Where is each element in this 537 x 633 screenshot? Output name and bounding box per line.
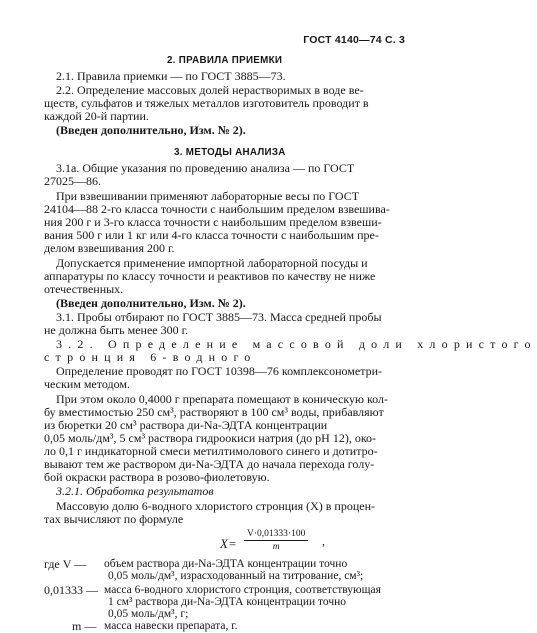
- formula-trailing-comma: ,: [322, 534, 325, 548]
- formula-lhs: X=: [220, 536, 237, 551]
- paragraph-3-1-line-2: не должна быть менее 300 г.: [44, 323, 189, 337]
- legend-description-line: масса 6-водного хлористого стронция, соответствующая: [104, 584, 381, 596]
- formula-numerator: V·0,01333·100: [244, 529, 308, 541]
- legend-description-line: объем раствора ди-Na-ЭДТА концентрации точно: [104, 558, 348, 570]
- method-line-2: ческим методом.: [44, 377, 130, 391]
- formula-denominator: m: [272, 542, 280, 552]
- legend-description-line: масса навески препарата, г.: [104, 620, 238, 632]
- paragraph-2-1: 2.1. Правила приемки — по ГОСТ 3885—73.: [56, 69, 286, 83]
- paragraph-3-2-title-line-2: стронция 6-водного: [44, 350, 257, 364]
- amendment-note: (Введен дополнительно, Изм. № 2).: [56, 123, 246, 137]
- calc-intro-line-1: Массовую долю 6-водного хлористого стронция (X) в процен-: [56, 499, 376, 513]
- calc-intro-line-2: тах вычисляют по формуле: [44, 512, 184, 526]
- weighing-line-5: делом взвешивания 200 г.: [44, 241, 175, 255]
- weighing-line-3: ния 200 г и 3-го класса точности с наибольшим пределом взвеши-: [44, 215, 382, 229]
- legend-symbol: 0,01333 —: [44, 583, 98, 597]
- paragraph-3-1a-line-2: 27025—86.: [44, 174, 101, 188]
- import-line-1: Допускается применение импортной лабораторной посуды и: [56, 256, 368, 270]
- weighing-line-1: При взвешивании применяют лабораторные весы по ГОСТ: [56, 189, 360, 203]
- procedure-line-6: вывают тем же раствором ди-Na-ЭДТА до начала перехода голу-: [44, 457, 375, 471]
- section-2-heading: 2. ПРАВИЛА ПРИЕМКИ: [167, 55, 283, 66]
- import-line-3: отечественных.: [44, 282, 124, 296]
- procedure-line-4: 0,05 моль/дм³, 5 см³ раствора гидроокиси натрия (до рН 12), око-: [44, 431, 377, 445]
- procedure-line-5: ло 0,1 г индикаторной смеси метилтимолового синего и дотитро-: [44, 444, 378, 458]
- section-3-heading: 3. МЕТОДЫ АНАЛИЗА: [174, 147, 286, 158]
- procedure-line-1: При этом около 0,4000 г препарата помещают в коническую кол-: [56, 392, 389, 406]
- page-header: ГОСТ 4140—74 С. 3: [303, 34, 405, 46]
- paragraph-3-2-title-line-1: 3.2. Определение массовой доли хлористого: [56, 337, 537, 351]
- legend-description-line: 0,05 моль/дм³, израсходованный на титрование, см³;: [108, 570, 364, 582]
- legend-symbol: где V —: [44, 557, 87, 571]
- procedure-line-7: бой окраски раствора в розово-фиолетовую.: [44, 470, 270, 484]
- weighing-line-2: 24104—88 2-го класса точности с наибольшим пределом взвешива-: [44, 202, 390, 216]
- subsection-3-2-1-title: 3.2.1. Обработка результатов: [56, 484, 214, 498]
- procedure-line-3: из бюретки 20 см³ раствора ди-Na-ЭДТА концентрации: [44, 418, 328, 432]
- paragraph-3-1-line-1: 3.1. Пробы отбирают по ГОСТ 3885—73. Масса средней пробы: [56, 310, 382, 324]
- legend-description-line: 0,05 моль/дм³, г;: [108, 608, 189, 620]
- amendment-note-2: (Введен дополнительно, Изм. № 2).: [56, 296, 246, 310]
- import-line-2: аппаратуры по классу точности и реактивов по качеству не ниже: [44, 269, 376, 283]
- procedure-line-2: бу вместимостью 250 см³, растворяют в 100 см³ воды, прибавляют: [44, 405, 384, 419]
- legend-symbol: m —: [72, 619, 97, 633]
- legend-description-line: 1 см³ раствора ди-Na-ЭДТА концентрации точно: [108, 596, 347, 608]
- paragraph-2-2-line-2: ществ, сульфатов и тяжелых металлов изготовитель проводит в: [44, 96, 369, 110]
- paragraph-2-2-line-1: 2.2. Определение массовых долей нерастворимых в воде ве-: [56, 83, 364, 97]
- method-line-1: Определение проводят по ГОСТ 10398—76 комплексонометри-: [56, 364, 383, 378]
- weighing-line-4: вания 500 г или 1 кг или 4-го класса точности с наибольшим пре-: [44, 228, 379, 242]
- paragraph-2-2-line-3: каждой 20-й партии.: [44, 109, 149, 123]
- paragraph-3-1a-line-1: 3.1а. Общие указания по проведению анализа — по ГОСТ: [56, 161, 355, 175]
